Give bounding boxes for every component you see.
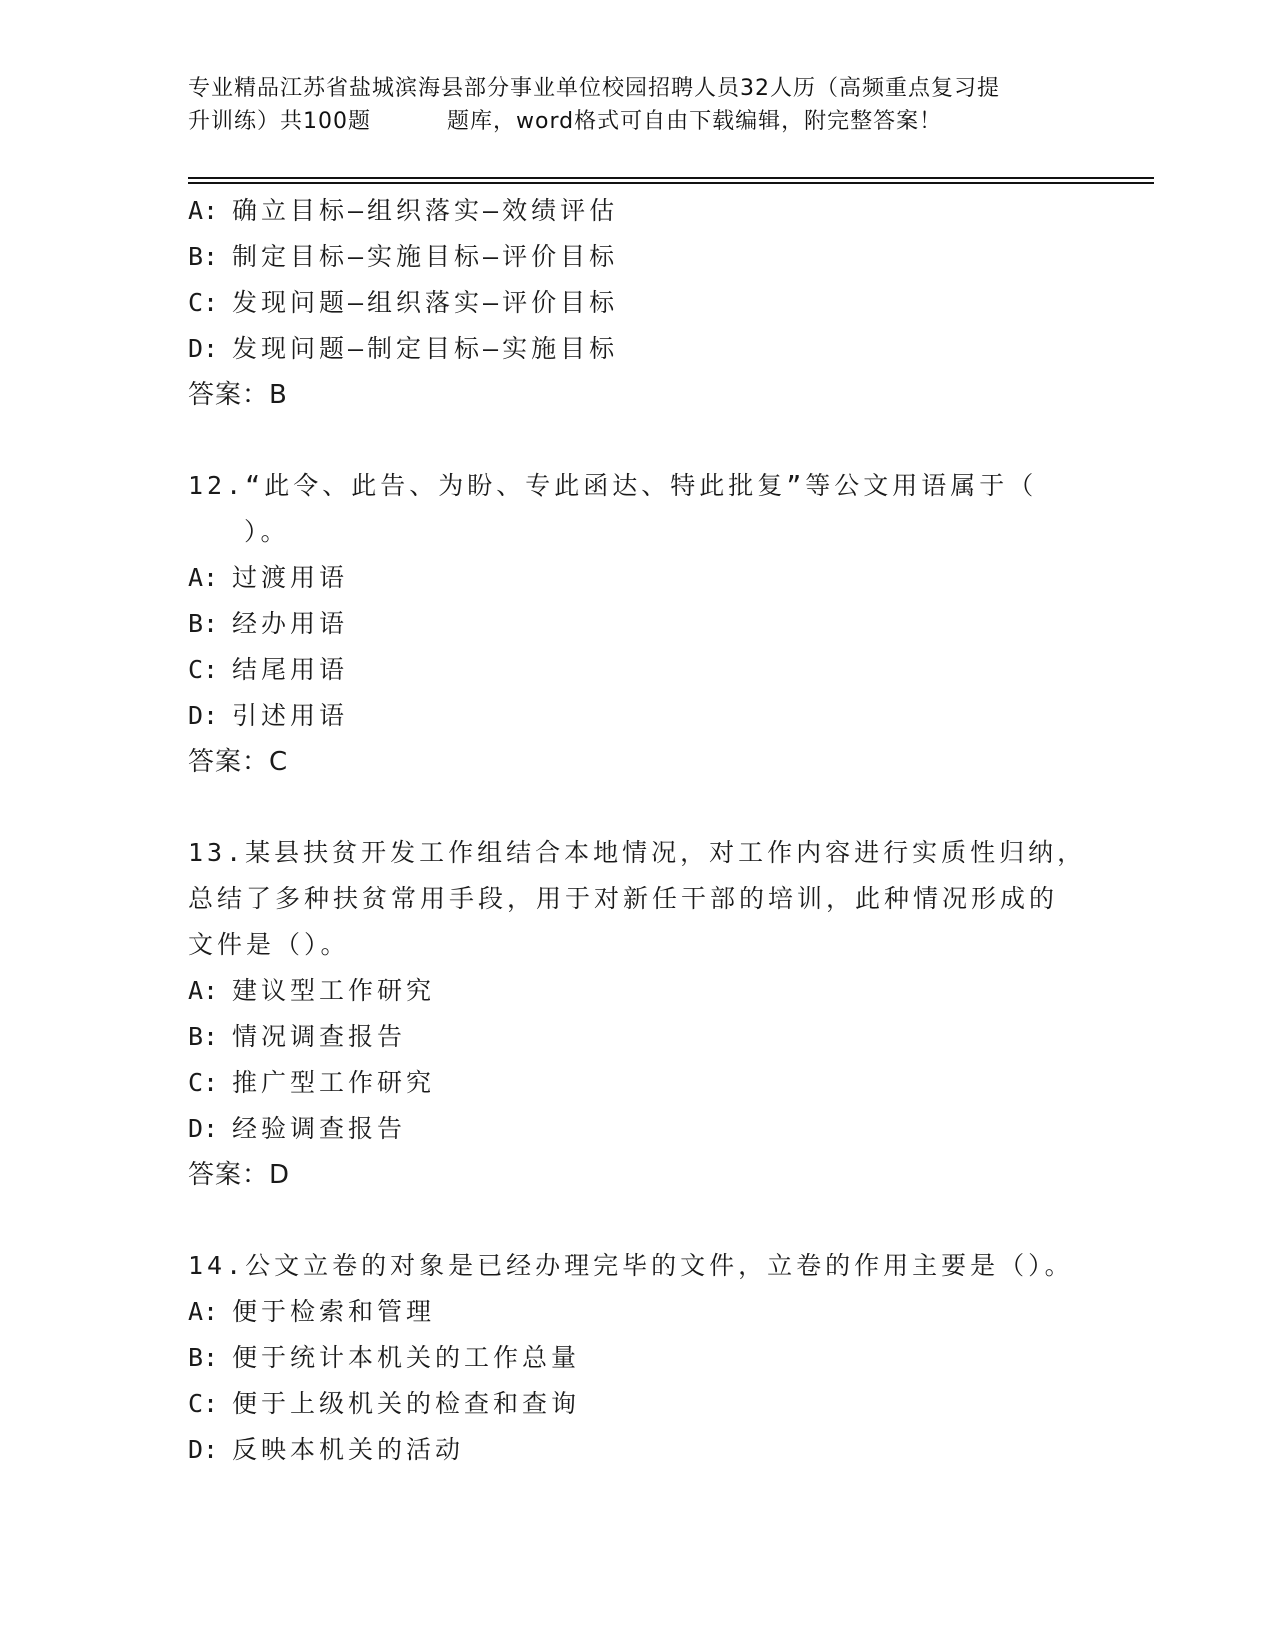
option-b (188, 1014, 1108, 1060)
option-c (188, 280, 1108, 326)
question-text: 14.公文立卷的对象是已经办理完毕的文件，立卷的作用主要是（）。 (188, 1251, 1074, 1280)
header-line-2-part-b: 题库，word格式可自由下载编辑，附完整答案！ (447, 109, 943, 134)
option-d (188, 326, 1108, 372)
option-text: 便于统计本机关的工作总量 (232, 1343, 581, 1372)
option-letter: B: (188, 1022, 219, 1051)
option-letter: D: (188, 334, 219, 363)
option-letter: C: (188, 655, 219, 684)
question-text: 13.某县扶贫开发工作组结合本地情况，对工作内容进行实质性归纳， (188, 838, 1087, 867)
option-d (188, 1427, 1108, 1473)
question-12 (188, 463, 1108, 785)
option-letter: B: (188, 1343, 219, 1372)
question-14 (188, 1243, 1108, 1473)
option-letter: A: (188, 563, 219, 592)
answer-line: 答案：C (188, 747, 289, 777)
option-text: 过渡用语 (232, 563, 349, 592)
header-line-2 (188, 105, 1088, 138)
question-13 (188, 830, 1108, 1198)
option-letter: D: (188, 1114, 219, 1143)
option-letter: A: (188, 976, 219, 1005)
option-letter: A: (188, 1297, 219, 1326)
question-11-options (188, 188, 1108, 418)
option-b (188, 234, 1108, 280)
header-line-1: 专业精品江苏省盐城滨海县部分事业单位校园招聘人员32人历（高频重点复习提 (188, 76, 1000, 101)
option-text: 便于上级机关的检查和查询 (232, 1389, 581, 1418)
option-letter: C: (188, 288, 219, 317)
option-text: 建议型工作研究 (232, 976, 436, 1005)
option-text: 确立目标—组织落实—效绩评估 (232, 196, 619, 225)
option-letter: A: (188, 196, 219, 225)
question-text: 12.“此令、此告、为盼、专此函达、特此批复”等公文用语属于（ (188, 471, 1038, 500)
option-letter: D: (188, 701, 219, 730)
option-b (188, 1335, 1108, 1381)
option-a (188, 1289, 1108, 1335)
question-text: 总结了多种扶贫常用手段，用于对新任干部的培训，此种情况形成的 (188, 884, 1059, 913)
question-text: 文件是（）。 (188, 930, 350, 959)
answer-line: 答案：D (188, 1160, 291, 1190)
option-text: 反映本机关的活动 (232, 1435, 465, 1464)
option-text: 制定目标—实施目标—评价目标 (232, 242, 619, 271)
option-letter: C: (188, 1389, 219, 1418)
option-letter: B: (188, 609, 219, 638)
answer-line: 答案：B (188, 380, 288, 410)
option-a (188, 968, 1108, 1014)
option-a (188, 555, 1108, 601)
option-b (188, 601, 1108, 647)
option-text: 发现问题—组织落实—评价目标 (232, 288, 619, 317)
option-letter: B: (188, 242, 219, 271)
question-text: ）。 (244, 517, 290, 546)
option-text: 发现问题—制定目标—实施目标 (232, 334, 619, 363)
question-content (188, 188, 1108, 1473)
option-text: 情况调查报告 (232, 1022, 407, 1051)
header-line-2-part-a: 升训练）共100题 (188, 109, 371, 134)
option-text: 引述用语 (232, 701, 349, 730)
option-text: 经验调查报告 (232, 1114, 407, 1143)
option-c (188, 1381, 1108, 1427)
option-d (188, 1106, 1108, 1152)
option-text: 便于检索和管理 (232, 1297, 436, 1326)
option-c (188, 1060, 1108, 1106)
option-text: 结尾用语 (232, 655, 349, 684)
document-header (188, 72, 1088, 138)
option-text: 经办用语 (232, 609, 349, 638)
option-c (188, 647, 1108, 693)
option-letter: C: (188, 1068, 219, 1097)
option-text: 推广型工作研究 (232, 1068, 436, 1097)
header-rule-bottom (188, 182, 1154, 184)
option-a (188, 188, 1108, 234)
option-letter: D: (188, 1435, 219, 1464)
option-d (188, 693, 1108, 739)
header-rule-top (188, 177, 1154, 179)
